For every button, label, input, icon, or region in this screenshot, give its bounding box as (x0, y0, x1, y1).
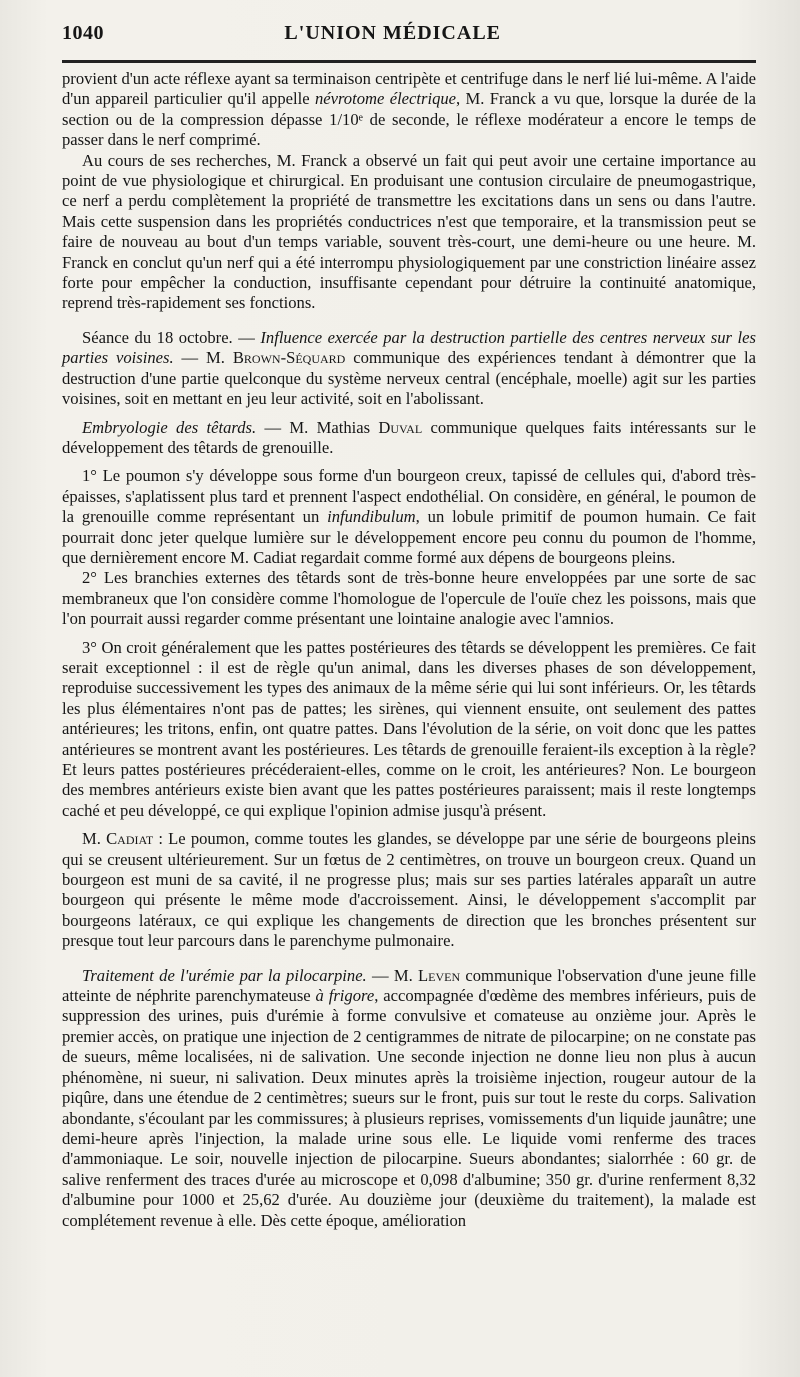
italic-term: névrotome électrique (314, 89, 457, 109)
paragraph (62, 418, 756, 459)
paragraph: Au cours de ses recherches, M. Franck a observé un fait qui peut avoir une certaine importance au point de vue physiologique et chirurgical. En produisant une contusion circulaire de pneumogastrique, ce nerf a perdu complètement la propriété de transmettre les excitations dans un sens ou dans l'autre. Mais cette suspension dans les propriétés conductrices n'est que temporaire, et la transmission peut se faire de nouveau au bout d'un temps variable, souvent très-court, une demi-heure ou une heure. M. Franck en conclut qu'un nerf qui a été interrompu physiologiquement par une constriction linéaire assez forte pour empêcher la conduction, insuffisante cependant pour détruire la continuité anatomique, reprend très-rapidement ses fonctions. (62, 150, 756, 313)
italic-heading: Traitement de l'urémie par la pilocarpine. (82, 965, 367, 985)
author-name: Duval (378, 417, 423, 437)
author-name: Brown-Séquard (232, 348, 346, 368)
text-run: — M. Mathias (256, 417, 379, 437)
author-name: Leven (418, 965, 461, 985)
text-run: M. (82, 829, 107, 849)
text-run: 1° Le poumon s'y développe sous forme d'un bourgeon creux, tapissé de cellules qui, d'abord très-épaisses, s'aplatissent plus tard et prennent l'aspect endothélial. On considère, en général, le poumon de la grenouille comme représentant un (62, 466, 756, 527)
paragraph-seance (62, 328, 756, 410)
text-run: communique l'observation d'une jeune fille atteinte de néphrite parenchymateuse (62, 965, 756, 1006)
article-body (62, 69, 756, 1231)
header-rule (62, 60, 756, 63)
paragraph: 3° On croit généralement que les pattes postérieures des têtards se développent les premières. Ce fait serait exceptionnel : il est de règle qu'un animal, dans les diverses phases de son développement, reproduise successivement les types des animaux de la même série qui lui sont inférieurs. Or, les têtards les plus élémentaires n'ont pas de pattes; les sirènes, qui viennent ensuite, ont seulement des pattes antérieures; les tritons, enfin, ont quatre pattes. Dans l'évolution de la série, on voit donc que les pattes antérieures se montrent avant les postérieures. Les têtards de grenouille feraient-ils exception à la règle? Et leurs pattes postérieures précéderaient-elles, comme on le croit, les antérieures? Non. Le bourgeon des membres antérieurs existe bien avant que les pattes postérieures paraissent; mais il reste longtemps caché et peu développé, ce qui explique l'opinion admise jusqu'à présent. (62, 637, 756, 820)
text-run: , accompagnée d'œdème des membres inférieurs, puis de suppression des urines, puis d'urémie à forme convulsive et comateuse au onzième jour. Après le premier accès, on pratique une injection de 2 centigrammes de nitrate de pilocarpine; on ne constate pas de sueurs, même localisées, ni de salivation. Une seconde injection ne donne lieu non plus à aucun phénomène, ni sueur, ni salivation. Deux minutes après la troisième injection, rougeur autour de la piqûre, dans une étendue de 2 centimètres; sueurs sur le front, puis sur tout le reste du corps. Salivation abondante, s'écoulant par les commissures; à plusieurs reprises, vomissements d'un liquide jaunâtre; une demi-heure après l'injection, la malade urine sous elle. Le liquide vomi renferme des traces d'ammoniaque. Le soir, nouvelle injection de pilocarpine. Sueurs abondantes; sialorrhée : 60 gr. de salive renferment des traces d'urée au microscope et 0,098 d'albumine; 350 gr. d'urine renferment 8,32 d'albumine pour 1000 et 25,62 d'urée. Au douzième jour (deuxième du traitement), la malade est complétement revenue à elle. Dès cette époque, amélioration (62, 986, 756, 1230)
text-run: communique quelques faits intéressants sur le développement des têtards de grenouille. (62, 417, 756, 457)
paragraph (62, 966, 756, 1231)
text-run: : Le poumon, comme toutes les glandes, se développe par une série de bourgeons pleins qui se creusent ultérieurement. Sur un fœtus de 2 centimètres, on trouve un bourgeon creux. Quand un bourgeon est muni de sa cavité, il ne progresse plus; mais sur ses parties latérales apparaît un autre bourgeon qui présente le même mode d'accroissement. Ainsi, le développement s'accomplit par bourgeons latéraux, ce qui explique les changements de direction que les bronches présentent sur presque tout leur parcours dans le parenchyme pulmonaire. (62, 829, 756, 951)
text-run: , M. Franck a vu que, lorsque la durée de la section ou de la compression dépasse 1/10ᵉ de seconde, le réflexe modérateur a encore le temps de passer dans le nerf comprimé. (62, 89, 756, 150)
text-run: , un lobule primitif de poumon humain. Ce fait pourrait donc jeter quelque lumière sur le développement encore peu connu du poumon de l'homme, que dernièrement encore M. Cadiat regardait comme formé aux dépens de bourgeons pleins. (62, 507, 756, 567)
italic-term: infundibulum (327, 507, 416, 527)
italic-heading: Embryologie des têtards. (82, 417, 257, 437)
paragraph: 2° Les branchies externes des têtards sont de très-bonne heure enveloppées par une sorte de sac membraneux que l'on considère comme l'homologue de l'opercule de l'ouïe chez les poissons, mais que l'on pourrait aussi regarder comme présentant une lointaine analogie avec l'amnios. (62, 568, 756, 629)
text-run: Séance du 18 octobre. — (82, 327, 261, 347)
paragraph (62, 466, 756, 568)
author-name: Cadiat (106, 829, 154, 849)
text-run: communique des expériences tendant à démontrer que la destruction d'une partie quelconque du système nerveux central (encéphale, moelle) agit sur les parties voisines, soit en mettant en jeu leur activité, soit en l'abolissant. (62, 348, 757, 409)
italic-term: à frigore (315, 986, 375, 1006)
italic-heading: Influence exercée par la destruction partielle des centres nerveux sur les parties voisines. (62, 327, 756, 368)
text-run: — M. (173, 348, 233, 368)
running-title: L'UNION MÉDICALE (284, 22, 501, 44)
page-number: 1040 (62, 22, 104, 44)
text-run: — M. (366, 965, 418, 985)
paragraph (62, 829, 756, 951)
paragraph (62, 69, 756, 151)
page-header (62, 22, 756, 56)
text-run: provient d'un acte réflexe ayant sa terminaison centripète et centrifuge dans le nerf lié lui-même. A l'aide d'un appareil particulier qu'il appelle (62, 69, 756, 109)
